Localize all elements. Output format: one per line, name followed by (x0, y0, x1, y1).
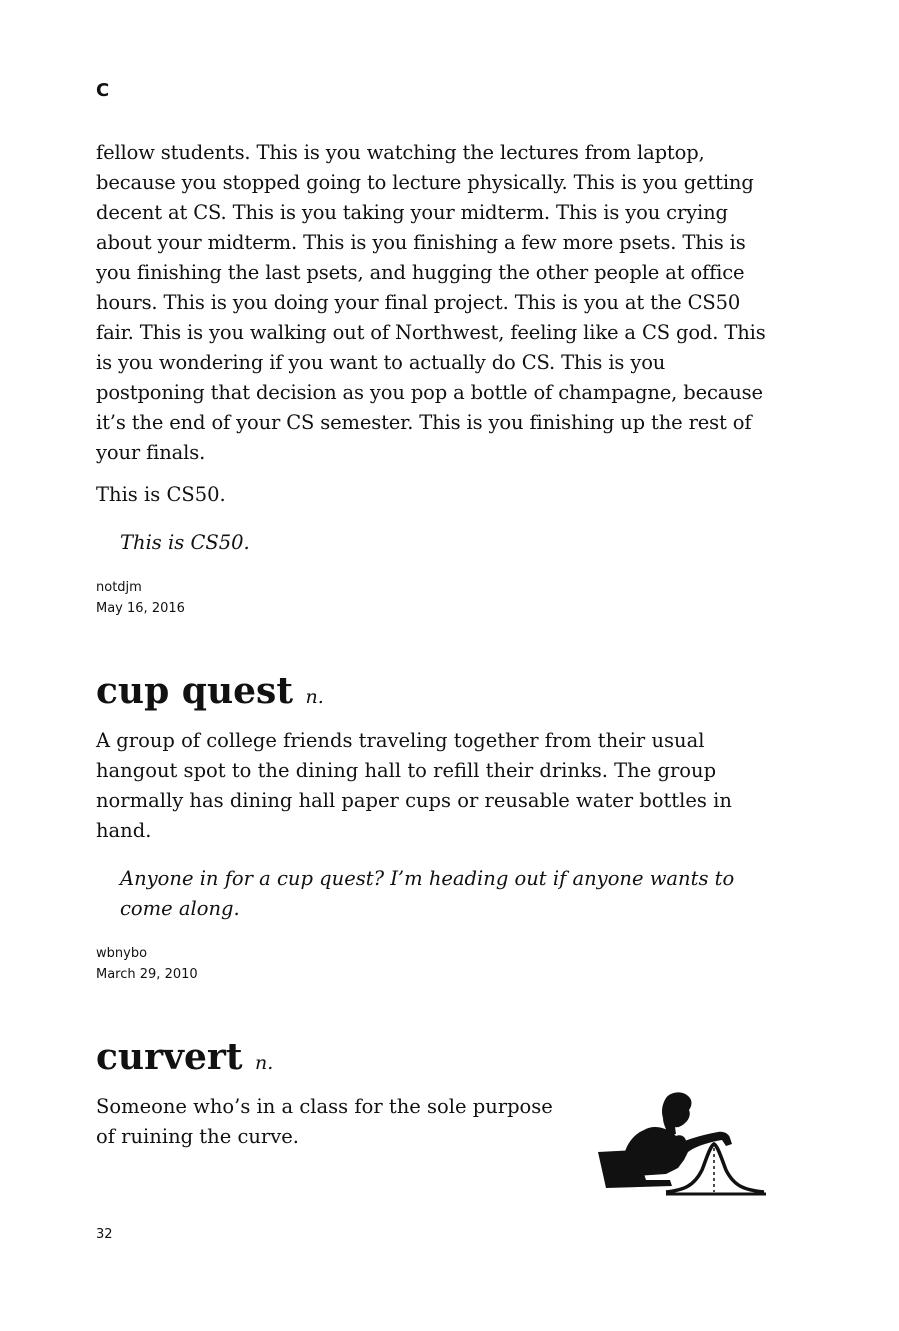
running-head: C (96, 80, 110, 101)
part-of-speech: n. (255, 1052, 274, 1074)
entry-cs50-continuation: fellow students. This is you watching the lectures from laptop, because you stopped going to lecture physically. This is you getting decent at CS. This is you taking your midterm. This is you crying about your midterm. This is you finishing a few more psets. This is you finishing the last psets, and hugging the other people at office hours. This is you doing your final project. This is you at the CS50 fair. This is you walking out of Northwest, feeling like a CS god. This is you wondering if you want to actually do CS. This is you postponing that decision as you pop a bottle of champagne, because it’s the end of your CS semester. This is you finishing up the rest of your finals. (96, 141, 766, 464)
example-cup-quest: Anyone in for a cup quest? I’m heading out if anyone wants to come along. (120, 867, 735, 920)
entry-date: March 29, 2010 (96, 967, 198, 982)
definition-curvert: Someone who’s in a class for the sole purpose of ruining the curve. (96, 1095, 553, 1148)
page-number: 32 (96, 1227, 113, 1242)
student-with-bell-curve-icon (596, 1090, 768, 1198)
entry-author: wbnybo (96, 946, 148, 961)
headword-cup-quest (96, 669, 324, 719)
headword-text: cup quest (96, 670, 293, 712)
entry-cup-quest-meta (96, 943, 198, 985)
headword-curvert (96, 1035, 273, 1085)
headword-text: curvert (96, 1036, 243, 1078)
definition-cup-quest: A group of college friends traveling together from their usual hangout spot to the dining hall to refill their drinks. The group normally has dining hall paper cups or reusable water bottles in hand. (96, 729, 732, 842)
entry-author: notdjm (96, 580, 142, 595)
entry-cs50-closing: This is CS50. (96, 483, 226, 506)
entry-date: May 16, 2016 (96, 601, 185, 616)
part-of-speech: n. (305, 686, 324, 708)
entry-cs50-example: This is CS50. (120, 531, 250, 554)
entry-cs50-meta (96, 577, 185, 619)
